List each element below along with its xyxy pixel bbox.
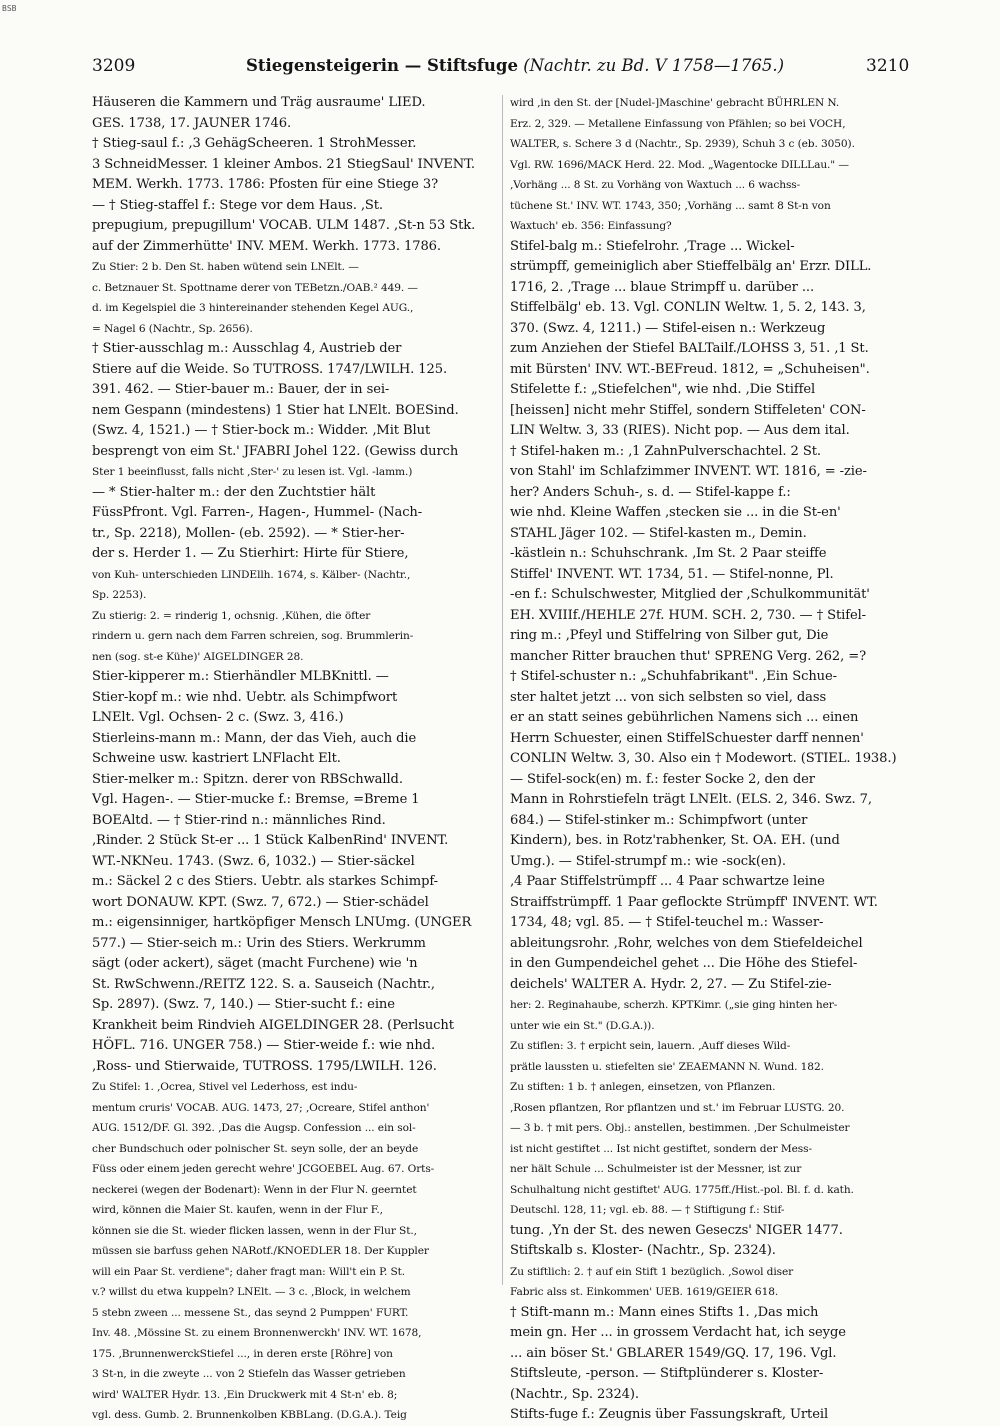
text-line: Zu stiflen: 3. † erpicht sein, lauern. ‚Auff dieses Wild- (510, 1040, 791, 1052)
text-line: Stiffelbälg' eb. 13. Vgl. CONLIN Weltw. 1, 5. 2, 143. 3, (510, 300, 866, 315)
text-line: Deutschl. 128, 11; vgl. eb. 88. — † Stiftigung f.: Stif- (510, 1204, 785, 1216)
text-line: nem Gespann (mindestens) 1 Stier hat LNElt. BOESind. (92, 402, 459, 418)
text-line: MEM. Werkh. 1773. 1786: Pfosten für eine Stiege 3? (92, 177, 438, 192)
text-line: Vgl. Hagen-. — Stier-mucke f.: Bremse, =Breme 1 (92, 792, 420, 807)
text-line: wie nhd. Kleine Waffen ‚stecken sie ... in die St-en' (510, 505, 841, 520)
text-line: Kindern), bes. in Rotz'rabhenker, St. OA. EH. (und (510, 833, 840, 848)
text-line: 1716, 2. ‚Trage ... blaue Strimpff u. darüber ... (510, 279, 815, 295)
text-line: Stiftsleute, -person. — Stiftplünderer s. Kloster- (510, 1366, 824, 1381)
text-line: Stiftskalb s. Kloster- (Nachtr., Sp. 2324). (510, 1243, 776, 1258)
text-line: müssen sie barfuss gehen NARotf./KNOEDLER 18. Der Kuppler (92, 1245, 429, 1257)
text-line: EH. XVIIIf./HEHLE 27f. HUM. SCH. 2, 730. — † Stifel- (510, 607, 867, 623)
text-line: Fabric alss st. Einkommen' UEB. 1619/GEIER 618. (510, 1286, 779, 1298)
text-line: mancher Ritter brauchen thut' SPRENG Verg. 262, =? (510, 648, 867, 664)
text-line: 684.) — Stifel-stinker m.: Schimpfwort (unter (510, 812, 808, 828)
text-line: der s. Herder 1. — Zu Stierhirt: Hirte für Stiere, (92, 546, 409, 561)
text-line: v.? willst du etwa kuppeln? LNElt. — 3 c. ‚Block, in welchem (92, 1286, 411, 1298)
text-line: zum Anziehen der Stiefel BALTailf./LOHSS 3, 51. ‚1 St. (510, 341, 869, 356)
text-line: Mann in Rohrstiefeln trägt LNElt. (ELS. 2, 346. Swz. 7, (510, 792, 872, 807)
text-line: 577.) — Stier-seich m.: Urin des Stiers. Werkrumm (92, 935, 426, 951)
text-line: 3 St-n, in die zweyte ... von 2 Stiefeln das Wasser getrieben (92, 1368, 406, 1380)
header-entry-range: Stiegensteigerin — Stiftsfuge (246, 56, 518, 75)
text-line: BOEAltd. — † Stier-rind n.: männliches Rind. (92, 812, 386, 828)
left-column (92, 93, 496, 1421)
text-line: deichels' WALTER A. Hydr. 2, 27. — Zu Stifel-zie- (510, 976, 832, 992)
text-line: ist nicht gestiftet ... Ist nicht gestiftet, sondern der Mess- (510, 1142, 812, 1155)
text-line: Zu Stier: 2 b. Den St. haben wütend sein LNElt. — (92, 261, 359, 273)
text-line: [heissen] nicht mehr Stiffel, sondern Stiffeleten' CON- (510, 402, 866, 418)
text-line: † Stieg-saul f.: ‚3 GehägScheeren. 1 StrohMesser. (92, 136, 417, 151)
text-line: WT.-NKNeu. 1743. (Swz. 6, 1032.) — Stier-säckel (92, 853, 415, 869)
text-line: neckerei (wegen der Bodenart): Wenn in der Flur N. geerntet (92, 1183, 417, 1196)
text-line: — 3 b. † mit pers. Obj.: anstellen, bestimmen. ‚Der Schulmeister (510, 1122, 850, 1134)
text-line: Inv. 48. ‚Mössine St. zu einem Bronnenwerckh' INV. WT. 1678, (92, 1327, 422, 1339)
text-line: 175. ‚BrunnenwerckStiefel ..., in deren erste [Röhre] von (92, 1347, 393, 1360)
text-line: Zu stierig: 2. = rinderig 1, ochsnig. ‚Kühen, die öfter (92, 609, 371, 622)
text-line: ster haltet jetzt ... von sich selbsten so viel, dass (510, 689, 827, 705)
text-line: ableitungsrohr. ‚Rohr, welches von dem Stiefeldeichel (510, 935, 863, 951)
text-line: Stier-kopf m.: wie nhd. Uebtr. als Schimpfwort (92, 689, 398, 705)
running-header (246, 56, 784, 75)
text-line: mit Bürsten' INV. WT.-BEFreud. 1812, = „Schuheisen". (510, 361, 870, 377)
text-line: tung. ‚Yn der St. des newen Geseczs' NIGER 1477. (510, 1222, 843, 1238)
text-line: 1734, 48; vgl. 85. — † Stifel-teuchel m.: Wasser- (510, 915, 824, 930)
text-line: d. im Kegelspiel die 3 hintereinander stehenden Kegel AUG., (92, 302, 414, 314)
text-line: — Stifel-sock(en) m. f.: fester Socke 2, den der (510, 771, 815, 787)
header-note: (Nachtr. zu Bd. V 1758—1765.) (523, 56, 785, 75)
text-line: rindern u. gern nach dem Farren schreien, sog. Brummlerin- (92, 630, 414, 642)
text-line: mentum cruris' VOCAB. AUG. 1473, 27; ‚Ocreare, Stifel anthon' (92, 1101, 430, 1114)
text-line: ‚Ross- und Stierwaide, TUTROSS. 1795/LWILH. 126. (92, 1058, 437, 1074)
column-divider (502, 95, 503, 1285)
text-line: — † Stieg-staffel f.: Stege vor dem Haus. ‚St. (92, 197, 383, 213)
right-column (510, 93, 912, 1422)
text-line: Schulhaltung nicht gestiftet' AUG. 1775ff./Hist.-pol. Bl. f. d. kath. (510, 1183, 854, 1196)
page-number-right: 3210 (866, 56, 910, 76)
text-line: Stierleins-mann m.: Mann, der das Vieh, auch die (92, 730, 417, 746)
text-line: mein gn. Her ... in grossem Verdacht hat, ich seyge (510, 1325, 846, 1340)
text-line: WALTER, s. Schere 3 d (Nachtr., Sp. 2939), Schuh 3 c (eb. 3050). (510, 138, 855, 150)
text-line: wird ‚in den St. der [Nudel-]Maschine' gebracht BÜHRLEN N. (510, 97, 840, 109)
text-line: können sie die St. wieder flicken lassen, wenn in der Flur St., (92, 1224, 417, 1237)
text-line: ring m.: ‚Pfeyl und Stiffelring von Silber gut, Die (510, 628, 829, 643)
text-line: Sp. 2897). (Swz. 7, 140.) — Stier-sucht f.: eine (92, 997, 395, 1012)
text-line: -kästlein n.: Schuhschrank. ‚Im St. 2 Paar steiffe (510, 546, 827, 561)
text-line: Stifts-fuge f.: Zeugnis über Fassungskraft, Urteil (510, 1407, 829, 1422)
text-line: CONLIN Weltw. 3, 30. Also ein † Modewort. (STIEL. 1938.) (510, 751, 897, 766)
text-line: er an statt seines gebührlichen Namens sich ... einen (510, 710, 859, 725)
text-line: besprengt von eim St.' JFABRI Johel 122. (Gewiss durch (92, 443, 459, 459)
text-line: Stifel-balg m.: Stiefelrohr. ‚Trage ... Wickel- (510, 238, 795, 254)
text-line: † Stifel-haken m.: ‚1 ZahnPulverschachtel. 2 St. (510, 443, 821, 459)
text-line: Stier-melker m.: Spitzn. derer von RBSchwalld. (92, 771, 403, 787)
text-line: LNElt. Vgl. Ochsen- 2 c. (Swz. 3, 416.) (92, 710, 344, 725)
text-line: Ster 1 beeinflusst, falls nicht ‚Ster-' zu lesen ist. Vgl. -lamm.) (92, 466, 413, 478)
text-line: Krankheit beim Rindvieh AIGELDINGER 28. (Perlsucht (92, 1017, 454, 1033)
text-line: ‚4 Paar Stiffelstrümpff ... 4 Paar schwartze leine (510, 874, 825, 889)
text-line: FüssPfront. Vgl. Farren-, Hagen-, Hummel- (Nach- (92, 505, 423, 520)
text-line: Sp. 2253). (92, 589, 147, 601)
text-line: (Nachtr., Sp. 2324). (510, 1386, 639, 1402)
text-line: Waxtuch' eb. 356: Einfassung? (510, 220, 672, 232)
text-line: Zu stiften: 1 b. † anlegen, einsetzen, von Pflanzen. (510, 1081, 776, 1093)
text-line: LIN Weltw. 3, 33 (RIES). Nicht pop. — Aus dem ital. (510, 423, 850, 438)
text-line: † Stier-ausschlag m.: Ausschlag 4, Austrieb der (92, 341, 402, 356)
text-line: Umg.). — Stifel-strumpf m.: wie -sock(en). (510, 853, 786, 869)
text-line: ‚Rinder. 2 Stück St-er ... 1 Stück KalbenRind' INVENT. (92, 833, 449, 848)
text-line: 370. (Swz. 4, 1211.) — Stifel-eisen n.: Werkzeug (510, 320, 826, 336)
text-line: ‚Rosen pflantzen, Ror pflantzen und st.' im Februar LUSTG. 20. (510, 1101, 845, 1114)
text-line: wird' WALTER Hydr. 13. ‚Ein Druckwerk mit 4 St-n' eb. 8; (92, 1388, 398, 1401)
text-line: HÖFL. 716. UNGER 758.) — Stier-weide f.: wie nhd. (92, 1038, 436, 1053)
text-line: 391. 462. — Stier-bauer m.: Bauer, der in sei- (92, 382, 390, 397)
text-line: Stiere auf die Weide. So TUTROSS. 1747/LWILH. 125. (92, 361, 448, 377)
text-line: 5 stebn zween ... messene St., das seynd 2 Pumppen' FURT. (92, 1306, 409, 1319)
text-line: † Stifel-schuster n.: „Schuhfabrikant". ‚Ein Schue- (510, 669, 837, 684)
text-line: vgl. dess. Gumb. 2. Brunnenkolben KBBLang. (D.G.A.). Teig (92, 1409, 407, 1421)
text-line: Häuseren die Kammern und Träg ausraume' LIED. (92, 95, 426, 110)
text-line: tüchene St.' INV. WT. 1743, 350; ‚Vorhäng ... samt 8 St-n von (510, 199, 831, 212)
text-line: Stifelette f.: „Stiefelchen", wie nhd. ‚Die Stiffel (510, 382, 816, 397)
text-line: Straiffstrümpff. 1 Paar geflockte Strümpff' INVENT. WT. (510, 894, 878, 910)
text-line: c. Betznauer St. Spottname derer von TEBetzn./OAB.² 449. — (92, 281, 418, 294)
text-line: ner hält Schule ... Schulmeister ist der Messner, ist zur (510, 1163, 802, 1175)
text-line: prätle laussten u. stiefelten sie' ZEAEMANN N. Wund. 182. (510, 1060, 824, 1073)
text-line: nen (sog. st-e Kühe)' AIGELDINGER 28. (92, 650, 304, 663)
text-line: AUG. 1512/DF. Gl. 392. ‚Das die Augsp. Confession ... ein sol- (92, 1122, 416, 1134)
text-line: † Stift-mann m.: Mann eines Stifts 1. ‚Das mich (510, 1304, 819, 1320)
text-line: = Nagel 6 (Nachtr., Sp. 2656). (92, 322, 253, 335)
text-line: 3 SchneidMesser. 1 kleiner Ambos. 21 StiegSaul' INVENT. (92, 156, 475, 172)
text-line: Erz. 2, 329. — Metallene Einfassung von Pfählen; so bei VOCH, (510, 117, 846, 130)
text-line: cher Bundschuch oder polnischer St. seyn solle, der an beyde (92, 1142, 419, 1155)
text-line: GES. 1738, 17. JAUNER 1746. (92, 115, 292, 131)
text-line: m.: Säckel 2 c des Stiers. Uebtr. als starkes Schimpf- (92, 874, 438, 889)
text-line: wort DONAUW. KPT. (Swz. 7, 672.) — Stier-schädel (92, 894, 429, 910)
text-line: in den Gumpendeichel gehet ... Die Höhe des Stiefel- (510, 956, 858, 971)
text-line: von Stahl' im Schlafzimmer INVENT. WT. 1816, = -zie- (510, 464, 867, 479)
text-line: wird, können die Maier St. kaufen, wenn in der Flur F., (92, 1204, 383, 1216)
text-line: strümpff, gemeiniglich aber Stieffelbälg an' Erzr. DILL. (510, 259, 872, 274)
text-line: prepugium, prepugillum' VOCAB. ULM 1487. ‚St-n 53 Stk. (92, 218, 476, 233)
text-line: Schweine usw. kastriert LNFlacht Elt. (92, 751, 341, 766)
text-line: von Kuh- unterschieden LINDEllh. 1674, s. Kälber- (Nachtr., (92, 568, 411, 581)
text-line: Herrn Schuester, einen StiffelSchuester darff nennen' (510, 730, 864, 746)
text-line: ... ain böser St.' GBLARER 1549/GQ. 17, 196. Vgl. (510, 1345, 837, 1361)
text-line: m.: eigensinniger, hartköpfiger Mensch LNUmg. (UNGER (92, 915, 472, 930)
text-line: — * Stier-halter m.: der den Zuchtstier hält (92, 484, 376, 500)
text-line: her: 2. Reginahaube, scherzh. KPTKimr. („sie ging hinten her- (510, 999, 838, 1011)
text-line: ‚Vorhäng ... 8 St. zu Vorhäng von Waxtuch ... 6 wachss- (510, 179, 801, 191)
text-line: will ein Paar St. verdiene"; daher fragt man: Will't ein P. St. (92, 1265, 406, 1278)
text-line: Zu Stifel: 1. ‚Ocrea, Stivel vel Lederhoss, est indu- (92, 1081, 358, 1093)
text-line: sägt (oder ackert), säget (macht Furchene) wie 'n (92, 956, 418, 971)
page-number-left: 3209 (92, 56, 136, 76)
text-line: Stier-kipperer m.: Stierhändler MLBKnittl. — (92, 669, 389, 684)
text-line: Stiffel' INVENT. WT. 1734, 51. — Stifel-nonne, Pl. (510, 566, 834, 582)
text-line: Zu stiftlich: 2. † auf ein Stift 1 bezüglich. ‚Sowol diser (510, 1265, 794, 1278)
text-line: Vgl. RW. 1696/MACK Herd. 22. Mod. „Wagentocke DILLLau." — (510, 158, 849, 171)
text-line: (Swz. 4, 1521.) — † Stier-bock m.: Widder. ‚Mit Blut (92, 423, 431, 438)
text-line: Füss oder einem jeden gerecht wehre' JCGOEBEL Aug. 67. Orts- (92, 1163, 435, 1175)
text-line: tr., Sp. 2218), Mollen- (eb. 2592). — * Stier-her- (92, 525, 405, 541)
text-line: unter wie ein St." (D.G.A.)). (510, 1019, 655, 1032)
text-line: auf der Zimmerhütte' INV. MEM. Werkh. 1773. 1786. (92, 238, 441, 254)
text-line: her? Anders Schuh-, s. d. — Stifel-kappe f.: (510, 484, 791, 500)
text-line: St. RwSchwenn./REITZ 122. S. a. Sauseich (Nachtr., (92, 976, 435, 992)
library-stamp: BSB (2, 4, 17, 13)
text-line: -en f.: Schulschwester, Mitglied der ‚Schulkommunität' (510, 587, 870, 602)
text-line: STAHL Jäger 102. — Stifel-kasten m., Demin. (510, 525, 807, 541)
